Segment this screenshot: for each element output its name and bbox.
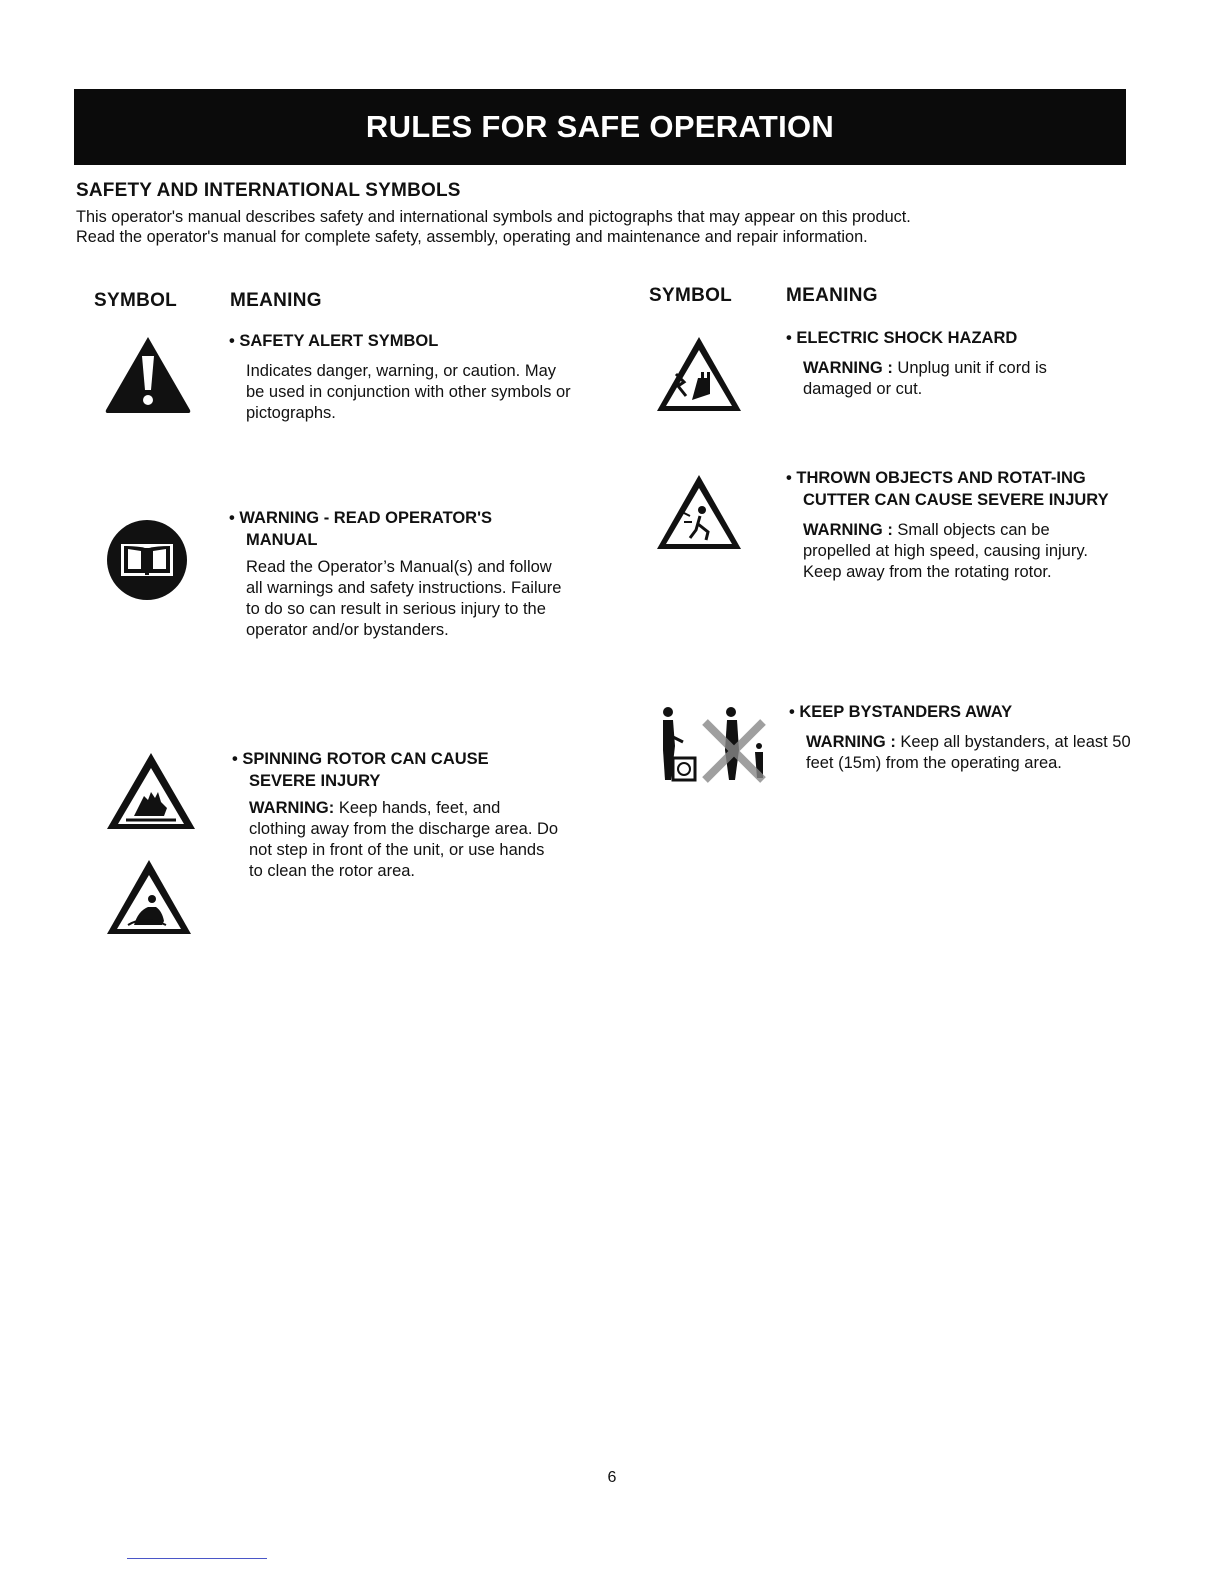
- read-manual-title: • WARNING - READ OPERATOR'S MANUAL: [229, 507, 556, 551]
- entry-read-manual: [239, 507, 576, 641]
- bystanders-warning-body: Keep all bystanders, at least 50 feet (15m) from the operating area.: [806, 733, 1131, 772]
- spinning-rotor-warning-label: WARNING:: [249, 799, 335, 817]
- spinning-rotor-warning-body: Keep hands, feet, and clothing away from the discharge area. Do not step in front of the unit, or use hands to clean the rotor area.: [249, 799, 559, 880]
- rotor-hand-icon: [104, 750, 198, 832]
- thrown-objects-icon: [654, 472, 744, 552]
- title-banner: [74, 89, 1126, 165]
- intro-line-2: Read the operator's manual for complete safety, assembly, operating and maintenance and repair information.: [76, 228, 868, 246]
- entry-safety-alert: [239, 330, 586, 424]
- section-title: SAFETY AND INTERNATIONAL SYMBOLS: [76, 180, 461, 201]
- thrown-objects-text: [803, 520, 1113, 583]
- page-number: 6: [607, 1469, 617, 1486]
- left-meaning-heading: MEANING: [230, 290, 322, 311]
- electric-shock-title: • ELECTRIC SHOCK HAZARD: [786, 327, 1123, 349]
- spinning-rotor-text: [249, 798, 559, 882]
- page-title: RULES FOR SAFE OPERATION: [365, 109, 835, 144]
- thrown-objects-warning-body: Small objects can be propelled at high speed, causing injury. Keep away from the rotating rotor.: [803, 521, 1088, 581]
- entry-thrown-objects: [796, 467, 1128, 583]
- electric-shock-icon: [654, 334, 744, 414]
- bystanders-text: [806, 732, 1131, 774]
- right-meaning-heading: MEANING: [786, 285, 878, 306]
- bystanders-title: • KEEP BYSTANDERS AWAY: [789, 701, 1131, 723]
- electric-shock-warning-label: WARNING :: [803, 359, 893, 377]
- thrown-objects-warning-label: WARNING :: [803, 521, 893, 539]
- bystanders-icon: [651, 706, 769, 786]
- manual-icon: [103, 518, 191, 602]
- thrown-objects-title: • THROWN OBJECTS AND ROTAT-ING CUTTER CAN CAUSE SEVERE INJURY: [786, 467, 1123, 511]
- footer-rule: [127, 1558, 267, 1559]
- left-symbol-heading: SYMBOL: [94, 290, 178, 311]
- rotor-foot-icon: [104, 857, 194, 937]
- right-symbol-heading: SYMBOL: [649, 285, 733, 306]
- safety-alert-text: Indicates danger, warning, or caution. May be used in conjunction with other symbols or pictographs.: [246, 362, 571, 422]
- intro-text: [76, 207, 1136, 247]
- safety-alert-icon: [103, 334, 193, 414]
- read-manual-text: Read the Operator’s Manual(s) and follow all warnings and safety instructions. Failure to do so can result in serious injury to the operator and/or bystanders.: [246, 558, 562, 639]
- safety-alert-title: • SAFETY ALERT SYMBOL: [229, 330, 586, 352]
- electric-shock-text: [803, 358, 1103, 400]
- bystanders-warning-label: WARNING :: [806, 733, 896, 751]
- electric-shock-warning-body: Unplug unit if cord is damaged or cut.: [803, 359, 1047, 398]
- entry-spinning-rotor: [242, 748, 559, 882]
- intro-line-1: This operator's manual describes safety and international symbols and pictographs that may appear on this product.: [76, 208, 911, 226]
- spinning-rotor-title: • SPINNING ROTOR CAN CAUSE SEVERE INJURY: [232, 748, 549, 792]
- entry-bystanders: [799, 701, 1131, 774]
- entry-electric-shock: [796, 327, 1123, 400]
